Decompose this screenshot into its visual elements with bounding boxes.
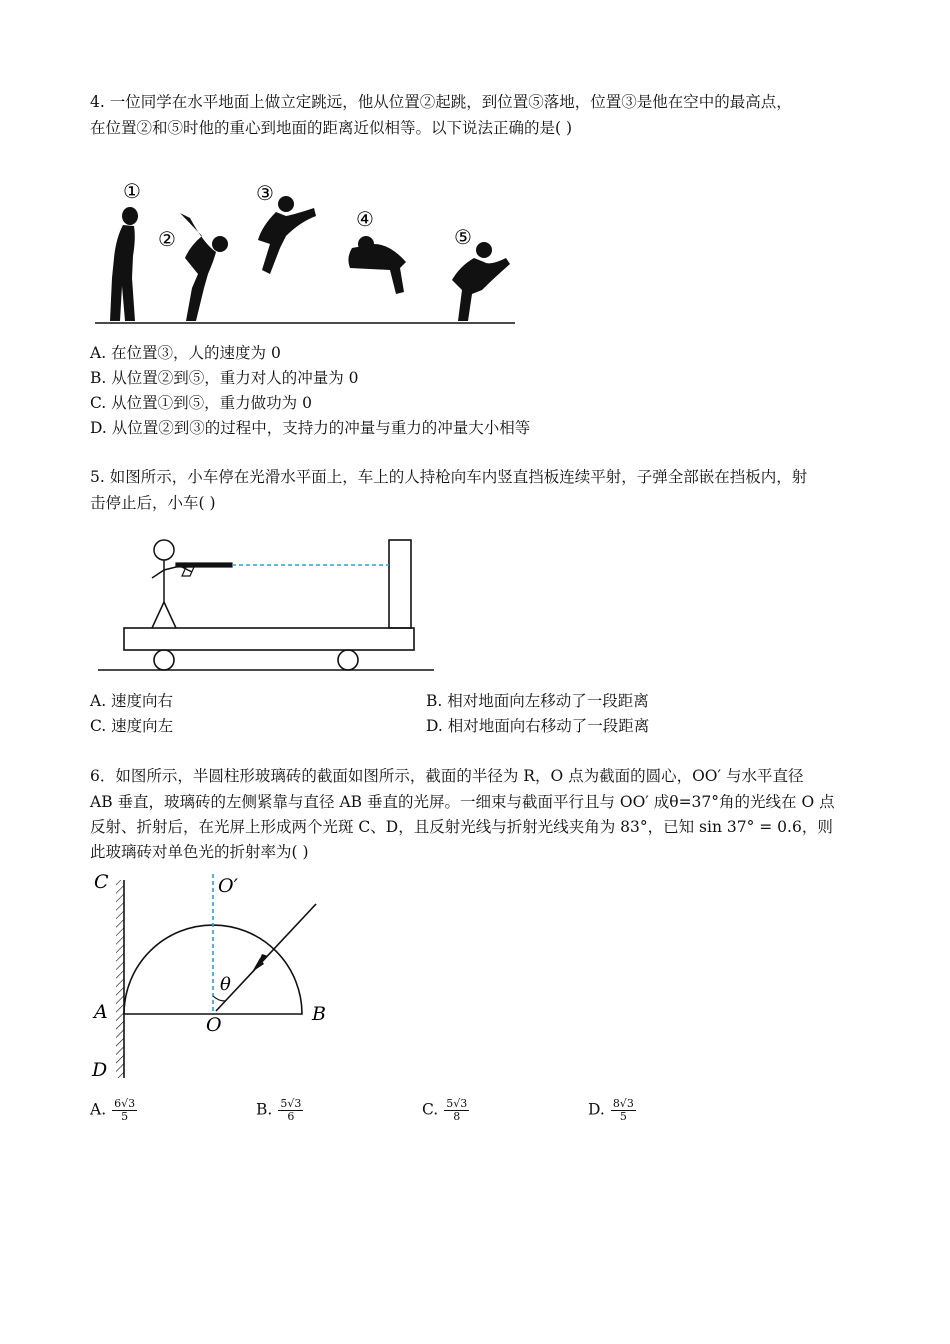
q4-label-4: ④ — [356, 207, 374, 231]
jumper-position-5 — [452, 242, 510, 321]
q6-stem-line2: AB 垂直，玻璃砖的左侧紧靠与直径 AB 垂直的光屏。一细束与截面平行且与 OO′ 成θ=37°角的光线在 O 点 — [90, 793, 835, 811]
q4-label-3: ③ — [256, 181, 274, 205]
label-o: O — [206, 1014, 222, 1036]
q4-label-2: ② — [158, 227, 176, 251]
q6-option-c[interactable] — [422, 1098, 469, 1123]
q6-stem-line1: 6．如图所示，半圆柱形玻璃砖的截面如图所示，截面的半径为 R，O 点为截面的圆心，OO′ 与水平直径 — [90, 767, 804, 785]
q6-option-b[interactable] — [256, 1098, 303, 1123]
option-letter: A. — [90, 1100, 107, 1119]
q4-option-b[interactable]: B. 从位置②到⑤，重力对人的冲量为 0 — [90, 369, 359, 387]
q5-option-c[interactable]: C. 速度向左 — [90, 717, 174, 735]
label-b: B — [312, 1003, 326, 1025]
cart-body — [124, 628, 414, 650]
label-theta: θ — [220, 974, 231, 995]
q4-label-5: ⑤ — [454, 225, 472, 249]
q5-option-d[interactable]: D. 相对地面向右移动了一段距离 — [426, 717, 650, 735]
q4-label-1: ① — [123, 179, 141, 203]
q6-stem-line3: 反射、折射后，在光屏上形成两个光斑 C、D，且反射光线与折射光线夹角为 83°，已知 sin 37° = 0.6，则 — [90, 818, 833, 836]
q4-option-c[interactable]: C. 从位置①到⑤，重力做功为 0 — [90, 394, 312, 412]
q4-stem-line1: 4. 一位同学在水平地面上做立定跳远，他从位置②起跳，到位置⑤落地，位置③是他在空中的最高点， — [90, 93, 792, 111]
fraction: $\frac{5√3}{6}$ — [280, 1097, 302, 1123]
light-screen-hatching — [116, 880, 124, 1078]
option-letter: D. — [588, 1100, 605, 1119]
fraction: $\frac{5√3}{8}$ — [446, 1097, 468, 1123]
cart-wheel-left — [154, 650, 174, 670]
q5-cart-figure — [96, 538, 436, 674]
label-a: A — [94, 1001, 108, 1023]
fraction: $\frac{8√3}{5}$ — [612, 1097, 634, 1123]
baffle-board — [389, 540, 411, 628]
gun — [176, 563, 232, 576]
q6-glass-figure — [90, 868, 340, 1083]
q6-option-a[interactable] — [90, 1098, 137, 1123]
option-letter: B. — [256, 1100, 273, 1119]
label-d: D — [92, 1059, 108, 1081]
theta-arc — [213, 996, 226, 1001]
jumper-position-2 — [180, 213, 228, 321]
q4-stem-line2: 在位置②和⑤时他的重心到地面的距离近似相等。以下说法正确的是( ) — [90, 119, 573, 137]
q5-option-b[interactable]: B. 相对地面向左移动了一段距离 — [426, 692, 649, 710]
q5-stem-line1: 5. 如图所示，小车停在光滑水平面上，车上的人持枪向车内竖直挡板连续平射，子弹全部嵌在挡板内，射 — [90, 468, 808, 486]
q5-stem-line2: 击停止后，小车( ) — [90, 494, 216, 512]
q6-stem-line4: 此玻璃砖对单色光的折射率为( ) — [90, 843, 309, 861]
q4-jump-figure — [90, 178, 520, 328]
q5-option-a[interactable]: A. 速度向右 — [90, 692, 174, 710]
q6-option-d[interactable] — [588, 1098, 636, 1123]
jumper-position-3 — [258, 196, 316, 274]
q4-option-a[interactable]: A. 在位置③，人的速度为 0 — [90, 344, 281, 362]
q4-option-d[interactable]: D. 从位置②到③的过程中，支持力的冲量与重力的冲量大小相等 — [90, 419, 531, 437]
label-c: C — [94, 871, 109, 893]
option-letter: C. — [422, 1100, 439, 1119]
jumper-position-4 — [348, 236, 406, 294]
label-o-prime: O′ — [218, 875, 238, 897]
cart-wheel-right — [338, 650, 358, 670]
shooter-person — [152, 540, 192, 628]
jumper-position-1 — [110, 207, 138, 321]
fraction: $\frac{6√3}{5}$ — [114, 1097, 136, 1123]
